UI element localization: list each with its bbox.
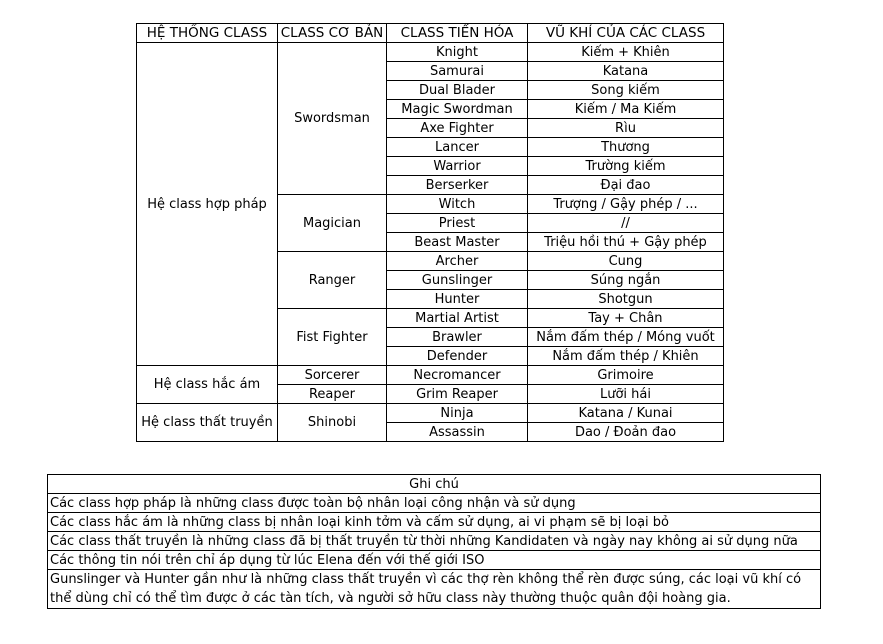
note-row bbox=[48, 570, 821, 609]
base-class-shinobi: Shinobi bbox=[278, 404, 387, 442]
advanced-class-cell: Knight bbox=[387, 43, 528, 62]
advanced-class-cell: Dual Blader bbox=[387, 81, 528, 100]
weapon-cell: Tay + Chân bbox=[528, 309, 724, 328]
system-legal: Hệ class hợp pháp bbox=[137, 43, 278, 366]
note-row bbox=[48, 513, 821, 532]
advanced-class-cell: Witch bbox=[387, 195, 528, 214]
system-dark: Hệ class hắc ám bbox=[137, 366, 278, 404]
header-system: HỆ THỐNG CLASS bbox=[137, 24, 278, 43]
advanced-class-cell: Gunslinger bbox=[387, 271, 528, 290]
weapon-cell: Đại đao bbox=[528, 176, 724, 195]
weapon-cell: Shotgun bbox=[528, 290, 724, 309]
class-table-header-row bbox=[137, 24, 724, 43]
advanced-class-cell: Necromancer bbox=[387, 366, 528, 385]
advanced-class-cell: Axe Fighter bbox=[387, 119, 528, 138]
advanced-class-cell: Ninja bbox=[387, 404, 528, 423]
advanced-class-cell: Martial Artist bbox=[387, 309, 528, 328]
base-class-reaper: Reaper bbox=[278, 385, 387, 404]
note-row bbox=[48, 532, 821, 551]
weapon-cell: Song kiếm bbox=[528, 81, 724, 100]
base-class-ranger: Ranger bbox=[278, 252, 387, 309]
advanced-class-cell: Hunter bbox=[387, 290, 528, 309]
advanced-class-cell: Archer bbox=[387, 252, 528, 271]
weapon-cell: Triệu hồi thú + Gậy phép bbox=[528, 233, 724, 252]
weapon-cell: Grimoire bbox=[528, 366, 724, 385]
base-class-sorcerer: Sorcerer bbox=[278, 366, 387, 385]
advanced-class-cell: Warrior bbox=[387, 157, 528, 176]
weapon-cell: // bbox=[528, 214, 724, 233]
weapon-cell: Cung bbox=[528, 252, 724, 271]
weapon-cell: Kiếm + Khiên bbox=[528, 43, 724, 62]
weapon-cell: Lưỡi hái bbox=[528, 385, 724, 404]
weapon-cell: Nắm đấm thép / Móng vuốt bbox=[528, 328, 724, 347]
weapon-cell: Dao / Đoản đao bbox=[528, 423, 724, 442]
header-base-class: CLASS CƠ BẢN bbox=[278, 24, 387, 43]
header-advanced-class: CLASS TIẾN HÓA bbox=[387, 24, 528, 43]
notes-title: Ghi chú bbox=[48, 475, 821, 494]
header-weapon: VŨ KHÍ CỦA CÁC CLASS bbox=[528, 24, 724, 43]
note-item: Các class hắc ám là những class bị nhân loại kinh tởm và cấm sử dụng, ai vi phạm sẽ bị loại bỏ bbox=[48, 513, 821, 532]
advanced-class-cell: Lancer bbox=[387, 138, 528, 157]
weapon-cell: Thương bbox=[528, 138, 724, 157]
system-lost: Hệ class thất truyền bbox=[137, 404, 278, 442]
advanced-class-cell: Beast Master bbox=[387, 233, 528, 252]
table-row bbox=[137, 43, 724, 62]
weapon-cell: Nắm đấm thép / Khiên bbox=[528, 347, 724, 366]
advanced-class-cell: Priest bbox=[387, 214, 528, 233]
note-item: Các class thất truyền là những class đã bị thất truyền từ thời những Kandidaten và ngày nay không ai sử dụng nữa bbox=[48, 532, 821, 551]
advanced-class-cell: Brawler bbox=[387, 328, 528, 347]
weapon-cell: Katana / Kunai bbox=[528, 404, 724, 423]
advanced-class-cell: Magic Swordman bbox=[387, 100, 528, 119]
weapon-cell: Kiếm / Ma Kiếm bbox=[528, 100, 724, 119]
weapon-cell: Súng ngắn bbox=[528, 271, 724, 290]
weapon-cell: Trượng / Gậy phép / ... bbox=[528, 195, 724, 214]
advanced-class-cell: Berserker bbox=[387, 176, 528, 195]
weapon-cell: Trường kiếm bbox=[528, 157, 724, 176]
table-row bbox=[137, 366, 724, 385]
base-class-fist-fighter: Fist Fighter bbox=[278, 309, 387, 366]
notes-header-row bbox=[48, 475, 821, 494]
note-row bbox=[48, 551, 821, 570]
class-table bbox=[136, 23, 724, 442]
base-class-swordsman: Swordsman bbox=[278, 43, 387, 195]
table-row bbox=[137, 404, 724, 423]
notes-table bbox=[47, 474, 821, 609]
advanced-class-cell: Samurai bbox=[387, 62, 528, 81]
note-item: Các class hợp pháp là những class được toàn bộ nhân loại công nhận và sử dụng bbox=[48, 494, 821, 513]
advanced-class-cell: Assassin bbox=[387, 423, 528, 442]
note-item: Gunslinger và Hunter gần như là những class thất truyền vì các thợ rèn không thể rèn được súng, các loại vũ khí có thể dùng chỉ có thể tìm được ở các tàn tích, và người sở hữu class này thường thuộc quân đội hoàng gia. bbox=[48, 570, 821, 609]
note-row bbox=[48, 494, 821, 513]
advanced-class-cell: Defender bbox=[387, 347, 528, 366]
note-item: Các thông tin nói trên chỉ áp dụng từ lúc Elena đến với thế giới ISO bbox=[48, 551, 821, 570]
base-class-magician: Magician bbox=[278, 195, 387, 252]
weapon-cell: Rìu bbox=[528, 119, 724, 138]
weapon-cell: Katana bbox=[528, 62, 724, 81]
advanced-class-cell: Grim Reaper bbox=[387, 385, 528, 404]
